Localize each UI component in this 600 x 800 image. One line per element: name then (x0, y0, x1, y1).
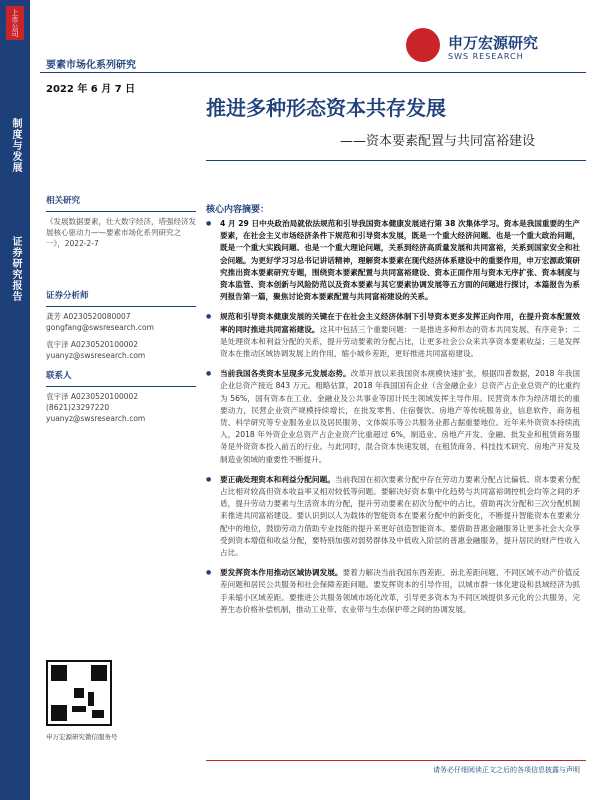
analyst-divider (46, 306, 196, 307)
abstract-paragraph (206, 368, 580, 466)
analyst-heading: 证券分析师 (46, 291, 89, 301)
qr-code (46, 660, 112, 726)
abstract-paragraph (206, 474, 580, 559)
footer-disclaimer: 请务必仔细阅读正文之后的各项信息披露与声明 (433, 766, 580, 774)
analyst-name: 龚芳 A0230520080007 (46, 312, 131, 321)
paragraph-lead: 4 月 29 日中央政治局就依法规范和引导我国资本健康发展进行第 38 次集体学习。资本是我国重要的生产要素，在社会主义市场经济条件下规范和引导资本发展，既是一个重大经济问题、也是一个重大政治问题，既是一个重大实践问题、也是一个重大理论问题，关系到经济高质量发展和共同富裕，关系到国家安全和社会问题。为更好学习习总书记讲话精神，理解资本要素在现代经济体系建设中的重要作用，申万宏源政策研究推出资本要素研究专题，围绕资本要素配置与共同富裕建设、资本正面作用与资本无序扩张、资本制度与资本监管、资本创新与风险防范以及资本要素与其它要素协调发展等五方面的问题进行探讨，本篇报告为系列报告第一篇，聚焦讨论资本要素配置与共同富裕建设的关系。 (220, 219, 580, 302)
title-divider (206, 160, 586, 161)
paragraph-lead: 规范和引导资本健康发展的关键在于在社会主义经济体制下引导资本更多发挥正向作用，在提升资本配置效率的同时推进共同富裕建设。 (220, 312, 580, 334)
abstract-paragraph (206, 311, 580, 360)
related-heading: 相关研究 (46, 196, 81, 206)
paragraph-text: 当前我国在初次要素分配中存在劳动力要素分配占比偏低、资本要素分配占比相对较高但资本收益率又相对较低等问题。要解决好资本集中化趋势与共同富裕调控机会均等之间的矛盾，提升劳动力要素与生活资本的分配，提升劳动要素在初次分配中的占比，借助再次分配和三次分配机制来推进共同富裕建设。要认识到以人为载体的智能资本在要素分配中的新变化，不断提升智能资本在要素分配中的地位，鼓励劳动力借助专业技能的提升来更好创造智能资本。要借助普惠金融服务让更多社会大众享受到资本增值和收益分配，要特别加强对弱势群体及中低收入阶层的普惠金融服务，提升居民的财产性收入占比。 (220, 474, 581, 558)
side-bar (0, 0, 30, 800)
contact-email[interactable]: yuanyz@swsresearch.com (46, 414, 146, 423)
paragraph-lead: 要发挥资本作用推动区域协调发展。 (220, 568, 343, 578)
company-logo (406, 28, 582, 68)
contact-divider (46, 386, 196, 387)
logo-english: SWS RESEARCH (448, 52, 524, 61)
qr-caption: 申万宏源研究微信服务号 (46, 733, 118, 741)
logo-name: 申万宏源研究 (448, 34, 539, 52)
contact-phone: (8621)23297220 (46, 403, 110, 412)
paragraph-lead: 要正确处理资本和利益分配问题。 (220, 474, 335, 484)
contact-heading: 联系人 (46, 371, 72, 381)
left-column (46, 196, 196, 424)
header-divider (40, 72, 586, 73)
series-name: 要素市场化系列研究 (46, 60, 136, 71)
page-title: 推进多种形态资本共存发展 (206, 96, 446, 120)
paragraph-text: 这其中包括三个重要问题：一是推进多种形态的资本共同发展、有序竞争；二是处理资本和利益分配的关系，提升劳动要素的分配占比，让更多社会公众来共享资本要素收益；三是发挥资本在推动区域协调发展上的作用，缩小城乡差距，更好推进共同富裕建设。 (220, 324, 580, 359)
abstract-paragraph (206, 218, 580, 303)
analyst-name: 袁宇泽 A0230520100002 (46, 340, 139, 349)
contact-name: 袁宇泽 A0230520100002 (46, 392, 139, 401)
logo-emblem-icon (406, 28, 440, 62)
paragraph-text: 改革开放以来我国资本规模快速扩张，根据四普数据，2018 年我国企业总资产接近 843 万元。粗略估算，2018 年我国国有企业（含金融企业）总资产占企业总资产的比重约为 56%，国有资本在工业、金融业及公共事业等国计民生领域发挥主导作用。民营资本作为经济增长的重要动力，民营企业资产规模持续增长，在批发零售、住宿餐饮、房地产等传统服务业，信息软件、商务租赁、科学研究等专业服务业以及居民服务、文体娱乐等公共服务业都占据重要地位。近年来外资资本持续流入，2018 年外资企业总资产占企业资产比重超过 6%，制造业、房地产开发、金融、批发业和租赁商务服务是外资资本投入前五的行业。与此同时，混合资本快速发展，在租赁商务、科技技术研究、房地产开发及制造业领域的重要性不断提升。 (220, 369, 580, 464)
abstract-body (206, 218, 580, 624)
abstract-heading: 核心内容摘要： (206, 205, 270, 215)
paragraph-text: 要着力解决当前我国东西差距、南北差距问题、不同区域不动产价值反差问题和居民公共服务和社会保障差距问题。要发挥资本的引导作用，以城市群一体化建设和县域经济为抓手来缩小区域差距。要推进公共服务领域市场化改革，引导更多资本为不同区域提供多元化的公共服务，完善生态价格补偿机制，推动工业带、农业带与生态保护带之间的协调发展。 (220, 568, 580, 614)
report-date: 2022 年 6 月 7 日 (46, 84, 136, 95)
sidebar-tag: 上市公司 (6, 6, 24, 40)
sidebar-section-policy: 制度与发展 (10, 118, 21, 173)
analyst-email[interactable]: gongfang@swsresearch.com (46, 323, 154, 332)
related-divider (46, 211, 196, 212)
abstract-paragraph (206, 567, 580, 616)
paragraph-lead: 当前我国各类资本呈现多元发展态势。 (220, 369, 351, 379)
footer-divider (206, 760, 586, 761)
related-research-link[interactable]: 《发展数据要素，壮大数字经济，塔强经济发展核心驱动力——要素市场化系列研究之一》，2022-2-7 (46, 217, 196, 248)
page-subtitle: ——资本要素配置与共同富裕建设 (340, 134, 536, 149)
sidebar-section-report: 证券研究报告 (10, 236, 21, 302)
analyst-email[interactable]: yuanyz@swsresearch.com (46, 351, 146, 360)
